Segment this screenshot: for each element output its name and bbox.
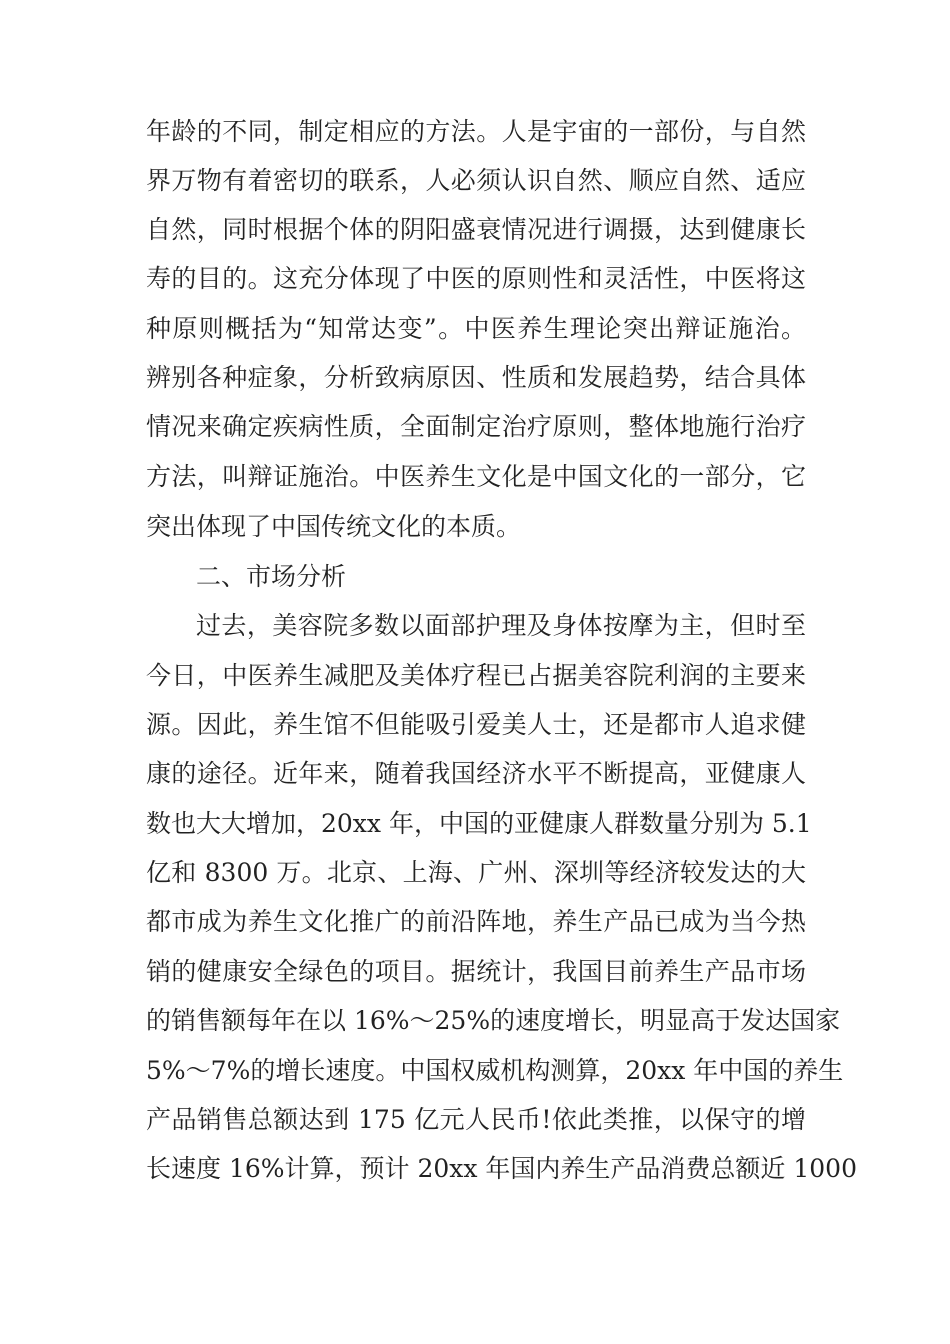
text-line: 辨别各种症象，分析致病原因、性质和发展趋势，结合具体 [146, 363, 806, 392]
text-line: 数也大大增加，20xx 年，中国的亚健康人群数量分别为 5.1 [146, 809, 812, 838]
text-line: 长速度 16%计算，预计 20xx 年国内养生产品消费总额近 1000 [146, 1154, 857, 1183]
text-line: 的销售额每年在以 16%～25%的速度增长，明显高于发达国家 [146, 1006, 841, 1035]
text-line: 康的途径。近年来，随着我国经济水平不断提高，亚健康人 [146, 759, 806, 788]
text-line: 销的健康安全绿色的项目。据统计，我国目前养生产品市场 [146, 957, 806, 986]
text-line: 种原则概括为“知常达变”。中医养生理论突出辩证施治。 [146, 314, 806, 343]
text-line: 界万物有着密切的联系，人必须认识自然、顺应自然、适应 [146, 166, 806, 195]
text-line: 今日，中医养生减肥及美体疗程已占据美容院利润的主要来 [146, 661, 806, 690]
text-line: 亿和 8300 万。北京、上海、广州、深圳等经济较发达的大 [146, 858, 806, 887]
text-line: 都市成为养生文化推广的前沿阵地，养生产品已成为当今热 [146, 907, 806, 936]
text-line: 年龄的不同，制定相应的方法。人是宇宙的一部份，与自然 [146, 117, 806, 146]
text-line: 寿的目的。这充分体现了中医的原则性和灵活性，中医将这 [146, 264, 806, 293]
paragraph-first-line: 过去，美容院多数以面部护理及身体按摩为主，但时至 [196, 611, 806, 640]
text-line: 产品销售总额达到 175 亿元人民币!依此类推，以保守的增 [146, 1105, 806, 1134]
text-line: 方法，叫辩证施治。中医养生文化是中国文化的一部分，它 [146, 462, 806, 491]
text-line: 5%～7%的增长速度。中国权威机构测算，20xx 年中国的养生 [146, 1056, 844, 1085]
text-line: 自然，同时根据个体的阴阳盛衰情况进行调摄，达到健康长 [146, 215, 806, 244]
text-line: 情况来确定疾病性质，全面制定治疗原则，整体地施行治疗 [146, 412, 806, 441]
text-line: 源。因此，养生馆不但能吸引爱美人士，还是都市人追求健 [146, 710, 806, 739]
text-line: 突出体现了中国传统文化的本质。 [146, 512, 522, 541]
section-heading: 二、市场分析 [196, 562, 347, 591]
